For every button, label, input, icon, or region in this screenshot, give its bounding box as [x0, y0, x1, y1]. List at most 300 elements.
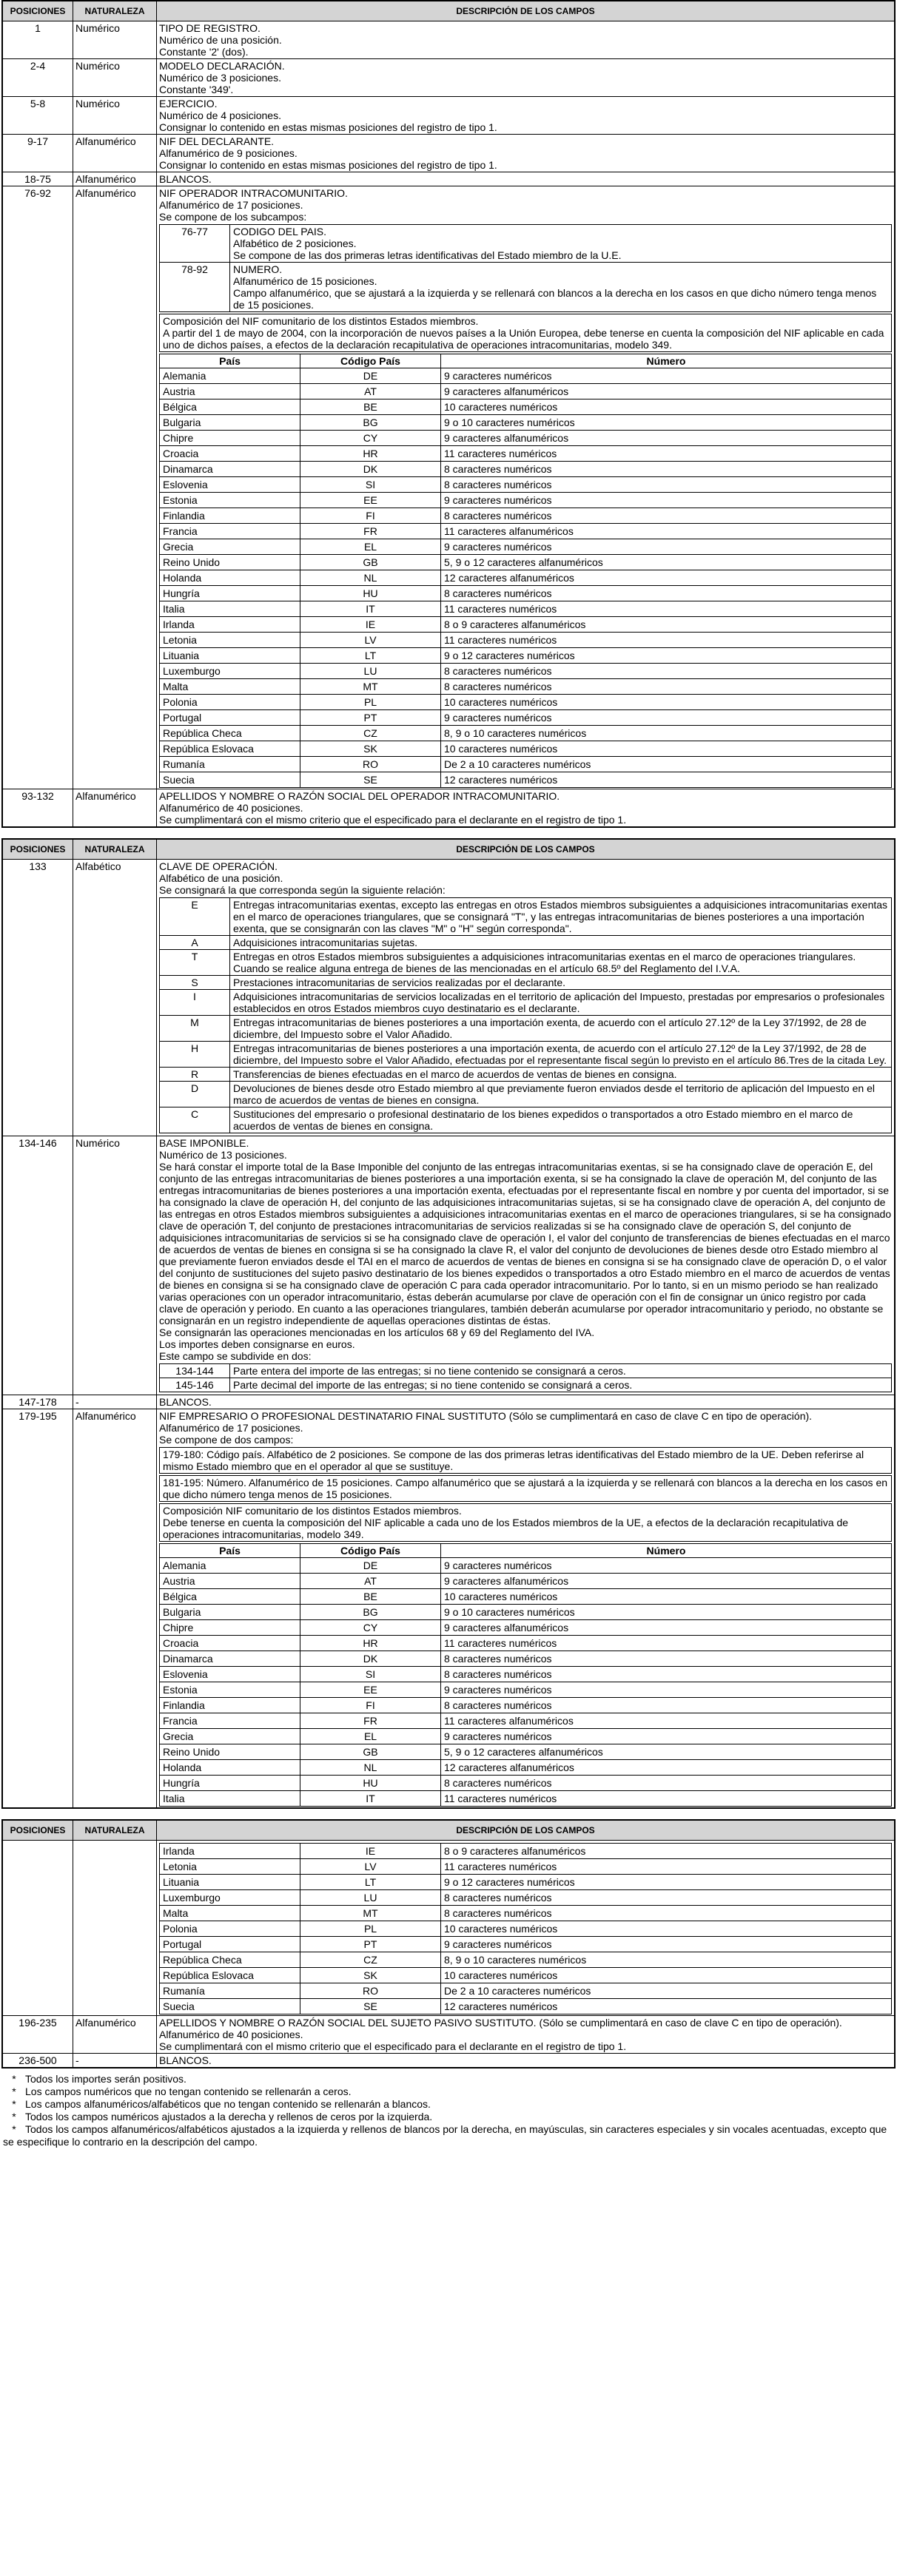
field-type: Numérico [73, 59, 157, 97]
country-name: Eslovenia [160, 1667, 300, 1682]
country-row [160, 1890, 892, 1906]
country-code: LU [300, 664, 441, 679]
country-code: HR [300, 446, 441, 462]
country-row [160, 1906, 892, 1921]
subfield-positions: 145-146 [160, 1378, 230, 1392]
sheet-2 [1, 838, 896, 1809]
country-nif-format: De 2 a 10 caracteres numéricos [441, 757, 892, 772]
country-nif-format: 8 caracteres numéricos [441, 586, 892, 601]
field-description [157, 135, 895, 172]
field-positions: 236-500 [3, 2054, 73, 2068]
country-code: HR [300, 1636, 441, 1651]
field-positions: 5-8 [3, 97, 73, 135]
country-name: Irlanda [160, 1844, 300, 1859]
operation-key-row [160, 1068, 892, 1082]
operation-key-description: Adquisiciones intracomunitarias sujetas. [230, 936, 892, 950]
country-code: DE [300, 368, 441, 384]
country-nif-format: 9 caracteres numéricos [441, 368, 892, 384]
country-row [160, 446, 892, 462]
field-type: Alfanumérico [73, 172, 157, 186]
country-nif-format: 8 caracteres numéricos [441, 664, 892, 679]
field-description [157, 172, 895, 186]
country-code: DK [300, 1651, 441, 1667]
description-line: BLANCOS. [159, 2054, 212, 2066]
country-code: EL [300, 539, 441, 555]
country-code: NL [300, 1760, 441, 1776]
country-row [160, 1589, 892, 1605]
country-row [160, 1682, 892, 1698]
field-row [3, 186, 895, 789]
country-code: DK [300, 462, 441, 477]
country-row [160, 1921, 892, 1937]
country-code: BE [300, 399, 441, 415]
country-nif-format: 11 caracteres numéricos [441, 633, 892, 648]
field-row [3, 860, 895, 1136]
number-box: 181-195: Número. Alfanumérico de 15 posiciones. Campo alfanumérico que se ajustará a la izquierda y se rellenará con blancos a la derecha en los casos en que dicho número tenga menos de 15 posiciones. [159, 1475, 892, 1502]
composition-note [159, 1503, 892, 1542]
country-name: Hungría [160, 586, 300, 601]
header-posiciones: POSICIONES [3, 1821, 73, 1841]
fields-table-2 [2, 839, 895, 1808]
country-name: Rumanía [160, 757, 300, 772]
composition-text: Debe tenerse en cuenta la composición del NIF aplicable a cada uno de los Estados miembros de la UE, a efectos de la declaración recapitulativa de operaciones intracomunitarias, modelo 349. [163, 1517, 849, 1540]
country-name: Malta [160, 679, 300, 695]
country-code: NL [300, 570, 441, 586]
country-row [160, 726, 892, 741]
field-description [157, 1395, 895, 1409]
country-code: FR [300, 1713, 441, 1729]
subfield-description: Parte entera del importe de las entregas; si no tiene contenido se consignará a ceros. [230, 1364, 892, 1378]
country-nif-format: 9 o 12 caracteres numéricos [441, 648, 892, 664]
country-nif-format: 10 caracteres numéricos [441, 1589, 892, 1605]
header-descripcion: DESCRIPCIÓN DE LOS CAMPOS [157, 1821, 895, 1841]
country-name: Suecia [160, 1999, 300, 2014]
description-line: MODELO DECLARACIÓN. [159, 60, 285, 72]
description-line: APELLIDOS Y NOMBRE O RAZÓN SOCIAL DEL SUJETO PASIVO SUSTITUTO. (Sólo se cumplimentará en caso de clave C en tipo de operación). [159, 2017, 842, 2029]
country-row [160, 617, 892, 633]
country-name: Francia [160, 524, 300, 539]
description-line: Constante '2' (dos). [159, 46, 249, 58]
operation-key-code: I [160, 990, 230, 1016]
operation-key-description: Devoluciones de bienes desde otro Estado miembro al que previamente fueron enviados desde el territorio de aplicación del Impuesto en el marco de acuerdos de ventas de bienes en consigna. [230, 1082, 892, 1107]
country-nif-format: 8 caracteres numéricos [441, 477, 892, 493]
country-nif-format: 10 caracteres numéricos [441, 1968, 892, 1983]
country-row [160, 477, 892, 493]
country-code: EE [300, 493, 441, 508]
field-type: Numérico [73, 21, 157, 59]
note-item [3, 2073, 897, 2086]
country-code: IE [300, 617, 441, 633]
country-row [160, 508, 892, 524]
country-name: Estonia [160, 493, 300, 508]
country-nif-table [159, 1843, 892, 2014]
header-descripcion: DESCRIPCIÓN DE LOS CAMPOS [157, 1, 895, 21]
description-line: Se consignará la que corresponda según la siguiente relación: [159, 884, 446, 896]
operation-key-row [160, 1082, 892, 1107]
country-code: HU [300, 586, 441, 601]
country-name: República Checa [160, 1952, 300, 1968]
country-code: PL [300, 695, 441, 710]
country-code: SE [300, 772, 441, 788]
country-nif-format: 8 caracteres numéricos [441, 462, 892, 477]
country-nif-format: 9 caracteres numéricos [441, 493, 892, 508]
operation-key-code: T [160, 950, 230, 976]
country-code: MT [300, 679, 441, 695]
field-type: Alfanumérico [73, 1409, 157, 1808]
country-nif-table [159, 1543, 892, 1807]
country-name: Croacia [160, 446, 300, 462]
operation-key-description: Entregas en otros Estados miembros subsiguientes a adquisiciones intracomunitarias exentas en el marco de operaciones triangulares. Cuando se realice alguna entrega de bienes de las mencionadas en el artículo 68.5º del Reglamento del I.V.A. [230, 950, 892, 976]
subfield-row [160, 1364, 892, 1378]
country-row [160, 462, 892, 477]
country-code: LU [300, 1890, 441, 1906]
column-numero: Número [441, 1544, 892, 1558]
country-nif-format: 11 caracteres numéricos [441, 601, 892, 617]
note-text: Los campos alfanuméricos/alfabéticos que no tengan contenido se rellenarán a blancos. [25, 2098, 431, 2110]
description-line: Se compone de dos campos: [159, 1434, 294, 1446]
field-type: Alfanumérico [73, 186, 157, 789]
operation-key-row [160, 936, 892, 950]
field-positions [3, 1841, 73, 2016]
note-text: Todos los campos numéricos ajustados a la derecha y rellenos de ceros por la izquierda. [25, 2111, 433, 2122]
country-row [160, 431, 892, 446]
column-pais: País [160, 1544, 300, 1558]
country-nif-format: 12 caracteres numéricos [441, 772, 892, 788]
country-name: Lituania [160, 648, 300, 664]
country-row [160, 679, 892, 695]
country-name: Bulgaria [160, 1605, 300, 1620]
country-nif-format: 9 caracteres alfanuméricos [441, 431, 892, 446]
note-bullet: * [12, 2098, 16, 2110]
country-code: AT [300, 384, 441, 399]
field-type: Alfanumérico [73, 2016, 157, 2054]
country-code: SE [300, 1999, 441, 2014]
country-row [160, 1698, 892, 1713]
description-line: CLAVE DE OPERACIÓN. [159, 860, 278, 872]
country-code: EE [300, 1682, 441, 1698]
field-row [3, 1136, 895, 1395]
country-code: SK [300, 741, 441, 757]
description-line: Los importes deben consignarse en euros. [159, 1338, 355, 1350]
country-table-header [160, 354, 892, 368]
sheet-1 [1, 0, 896, 828]
country-name: República Eslovaca [160, 1968, 300, 1983]
country-row [160, 1760, 892, 1776]
country-nif-format: 11 caracteres alfanuméricos [441, 1713, 892, 1729]
country-name: Alemania [160, 368, 300, 384]
field-row [3, 2016, 895, 2054]
field-positions: 18-75 [3, 172, 73, 186]
country-nif-format: 11 caracteres numéricos [441, 1791, 892, 1807]
description-line: BLANCOS. [159, 1396, 212, 1408]
country-nif-format: 9 caracteres numéricos [441, 1558, 892, 1574]
country-name: Austria [160, 1574, 300, 1589]
column-codigo-pais: Código País [300, 354, 441, 368]
country-code: RO [300, 1983, 441, 1999]
country-name: Rumanía [160, 1983, 300, 1999]
subfield-row [160, 225, 892, 263]
country-code: CZ [300, 726, 441, 741]
country-nif-format: 8 caracteres numéricos [441, 1698, 892, 1713]
country-code: SI [300, 477, 441, 493]
country-code: FR [300, 524, 441, 539]
description-line: Se cumplimentará con el mismo criterio que el especificado para el declarante en el registro de tipo 1. [159, 814, 627, 826]
country-name: Estonia [160, 1682, 300, 1698]
field-description [157, 1409, 895, 1808]
field-row [3, 97, 895, 135]
operation-keys-table [159, 897, 892, 1133]
country-code: FI [300, 508, 441, 524]
field-description [157, 789, 895, 827]
note-item [3, 2086, 897, 2098]
field-type [73, 1841, 157, 2016]
composition-title: Composición NIF comunitario de los distintos Estados miembros. [163, 1505, 462, 1517]
country-row [160, 664, 892, 679]
note-bullet: * [12, 2123, 16, 2135]
header-naturaleza: NATURALEZA [73, 840, 157, 860]
subfield-description [230, 263, 892, 312]
country-row [160, 648, 892, 664]
country-code: SI [300, 1667, 441, 1682]
country-nif-format: 8 o 9 caracteres alfanuméricos [441, 1844, 892, 1859]
subfields-table [159, 224, 892, 312]
field-positions: 147-178 [3, 1395, 73, 1409]
field-positions: 9-17 [3, 135, 73, 172]
country-row [160, 1574, 892, 1589]
country-name: Polonia [160, 1921, 300, 1937]
field-row [3, 789, 895, 827]
subfield-description [230, 225, 892, 263]
country-name: Lituania [160, 1875, 300, 1890]
country-row [160, 757, 892, 772]
field-positions: 133 [3, 860, 73, 1136]
field-row [3, 1395, 895, 1409]
country-name: Austria [160, 384, 300, 399]
country-nif-format: 8 caracteres numéricos [441, 1906, 892, 1921]
note-bullet: * [12, 2111, 16, 2122]
country-row [160, 1999, 892, 2014]
operation-key-code: M [160, 1016, 230, 1042]
country-name: Alemania [160, 1558, 300, 1574]
country-nif-format: 10 caracteres numéricos [441, 1921, 892, 1937]
description-line: CODIGO DEL PAIS. [233, 226, 327, 237]
field-positions: 134-146 [3, 1136, 73, 1395]
country-code: BG [300, 415, 441, 431]
country-nif-format: 9 o 10 caracteres numéricos [441, 1605, 892, 1620]
country-nif-format: 9 caracteres numéricos [441, 1682, 892, 1698]
description-line: Numérico de una posición. [159, 34, 282, 46]
country-name: Polonia [160, 695, 300, 710]
field-positions: 76-92 [3, 186, 73, 789]
subfield-positions: 78-92 [160, 263, 230, 312]
country-name: Grecia [160, 539, 300, 555]
country-row [160, 741, 892, 757]
country-row [160, 524, 892, 539]
description-line: Este campo se subdivide en dos: [159, 1350, 312, 1362]
country-code: BG [300, 1605, 441, 1620]
country-name: Bulgaria [160, 415, 300, 431]
subfield-row [160, 263, 892, 312]
description-line: Alfanumérico de 9 posiciones. [159, 147, 298, 159]
sheet-3 [1, 1819, 896, 2068]
country-code: FI [300, 1698, 441, 1713]
country-row [160, 368, 892, 384]
country-nif-format: 8 caracteres numéricos [441, 1651, 892, 1667]
field-description [157, 21, 895, 59]
field-type: Alfanumérico [73, 789, 157, 827]
country-nif-format: 8 caracteres numéricos [441, 1776, 892, 1791]
country-row [160, 1651, 892, 1667]
field-description [157, 860, 895, 1136]
country-name: Letonia [160, 633, 300, 648]
country-name: Luxemburgo [160, 1890, 300, 1906]
country-code: MT [300, 1906, 441, 1921]
country-nif-format: 5, 9 o 12 caracteres alfanuméricos [441, 1744, 892, 1760]
country-nif-format: 12 caracteres alfanuméricos [441, 570, 892, 586]
country-row [160, 1558, 892, 1574]
description-line: TIPO DE REGISTRO. [159, 22, 261, 34]
subfield-positions: 134-144 [160, 1364, 230, 1378]
country-nif-format: 11 caracteres alfanuméricos [441, 524, 892, 539]
country-row [160, 1605, 892, 1620]
country-row [160, 1776, 892, 1791]
country-nif-format: 9 caracteres numéricos [441, 1937, 892, 1952]
country-name: República Eslovaca [160, 741, 300, 757]
country-name: Irlanda [160, 617, 300, 633]
note-bullet: * [12, 2073, 16, 2085]
country-name: Luxemburgo [160, 664, 300, 679]
description-line: Numérico de 13 posiciones. [159, 1149, 287, 1161]
field-description [157, 1841, 895, 2016]
description-line: Alfanumérico de 17 posiciones. [159, 1422, 303, 1434]
column-numero: Número [441, 354, 892, 368]
country-nif-format: 9 caracteres numéricos [441, 710, 892, 726]
country-code: LT [300, 648, 441, 664]
country-nif-format: 8 caracteres numéricos [441, 508, 892, 524]
country-row [160, 539, 892, 555]
operation-key-description: Transferencias de bienes efectuadas en el marco de acuerdos de ventas de bienes en consigna. [230, 1068, 892, 1082]
country-row [160, 1875, 892, 1890]
field-row [3, 172, 895, 186]
country-code-box: 179-180: Código país. Alfabético de 2 posiciones. Se compone de las dos primeras letras identificativas del Estado miembro de la UE. Deben referirse al mismo Estado miembro que en el operador al que se sustituye. [159, 1447, 892, 1474]
field-positions: 93-132 [3, 789, 73, 827]
operation-key-description: Sustituciones del empresario o profesional destinatario de los bienes expedidos o transportados a otro Estado miembro en el marco de acuerdos de ventas de bienes en consigna. [230, 1107, 892, 1133]
country-nif-format: 9 o 12 caracteres numéricos [441, 1875, 892, 1890]
country-name: Holanda [160, 1760, 300, 1776]
country-nif-format: 9 caracteres alfanuméricos [441, 1574, 892, 1589]
country-code: CY [300, 1620, 441, 1636]
country-row [160, 1744, 892, 1760]
description-line: Alfanumérico de 40 posiciones. [159, 802, 303, 814]
country-code: RO [300, 757, 441, 772]
country-nif-format: 12 caracteres alfanuméricos [441, 1760, 892, 1776]
field-positions: 1 [3, 21, 73, 59]
field-positions: 179-195 [3, 1409, 73, 1808]
description-line: Constante '349'. [159, 84, 234, 95]
column-codigo-pais: Código País [300, 1544, 441, 1558]
country-name: Bélgica [160, 1589, 300, 1605]
subfield-positions: 76-77 [160, 225, 230, 263]
field-row [3, 1841, 895, 2016]
column-pais: País [160, 354, 300, 368]
description-line: EJERCICIO. [159, 98, 218, 109]
description-line: Alfanumérico de 17 posiciones. [159, 199, 303, 211]
country-nif-format: 9 o 10 caracteres numéricos [441, 415, 892, 431]
country-row [160, 415, 892, 431]
operation-key-row [160, 976, 892, 990]
country-code: LT [300, 1875, 441, 1890]
description-line: Campo alfanumérico, que se ajustará a la izquierda y se rellenará con blancos a la derecha en los casos en que dicho número tenga menos de 15 posiciones. [233, 287, 877, 311]
description-line: Numérico de 3 posiciones. [159, 72, 281, 84]
description-line: NUMERO. [233, 263, 283, 275]
country-name: Reino Unido [160, 1744, 300, 1760]
country-name: Bélgica [160, 399, 300, 415]
description-line: Se compone de las dos primeras letras identificativas del Estado miembro de la U.E. [233, 249, 622, 261]
country-name: Croacia [160, 1636, 300, 1651]
country-name: Letonia [160, 1859, 300, 1875]
country-code: PL [300, 1921, 441, 1937]
country-nif-format: 10 caracteres numéricos [441, 399, 892, 415]
operation-key-row [160, 950, 892, 976]
country-nif-format: 8 caracteres numéricos [441, 679, 892, 695]
note-item [3, 2111, 897, 2123]
country-nif-format: 10 caracteres numéricos [441, 741, 892, 757]
country-row [160, 1667, 892, 1682]
operation-key-description: Entregas intracomunitarias de bienes posteriores a una importación exenta, de acuerdo con el artículo 27.12º de la Ley 37/1992, de 28 de diciembre, del Impuesto sobre el Valor Añadido. [230, 1016, 892, 1042]
description-line: NIF DEL DECLARANTE. [159, 135, 275, 147]
field-row [3, 135, 895, 172]
country-row [160, 710, 892, 726]
fields-table-3 [2, 1820, 895, 2068]
description-line: Alfabético de 2 posiciones. [233, 237, 357, 249]
country-name: Italia [160, 601, 300, 617]
field-description [157, 2016, 895, 2054]
operation-key-row [160, 1042, 892, 1068]
country-code: BE [300, 1589, 441, 1605]
header-naturaleza: NATURALEZA [73, 1821, 157, 1841]
country-nif-format: 11 caracteres numéricos [441, 446, 892, 462]
country-row [160, 570, 892, 586]
country-row [160, 1937, 892, 1952]
description-line: BASE IMPONIBLE. [159, 1137, 249, 1149]
country-table-header [160, 1544, 892, 1558]
country-nif-format: 10 caracteres numéricos [441, 695, 892, 710]
field-description [157, 1136, 895, 1395]
country-nif-format: 12 caracteres numéricos [441, 1999, 892, 2014]
country-code: PT [300, 1937, 441, 1952]
operation-key-code: A [160, 936, 230, 950]
country-name: Reino Unido [160, 555, 300, 570]
operation-key-row [160, 1016, 892, 1042]
header-descripcion: DESCRIPCIÓN DE LOS CAMPOS [157, 840, 895, 860]
country-nif-format: De 2 a 10 caracteres numéricos [441, 1983, 892, 1999]
country-nif-format: 5, 9 o 12 caracteres alfanuméricos [441, 555, 892, 570]
country-row [160, 695, 892, 710]
description-line: Consignar lo contenido en estas mismas posiciones del registro de tipo 1. [159, 121, 497, 133]
country-name: Dinamarca [160, 462, 300, 477]
country-name: Portugal [160, 710, 300, 726]
country-nif-format: 8, 9 o 10 caracteres numéricos [441, 1952, 892, 1968]
note-item [3, 2123, 897, 2148]
subfields-table [159, 1363, 892, 1392]
country-code: GB [300, 555, 441, 570]
country-code: CZ [300, 1952, 441, 1968]
field-description [157, 97, 895, 135]
country-nif-format: 9 caracteres numéricos [441, 539, 892, 555]
subfield-description: Parte decimal del importe de las entregas; si no tiene contenido se consignará a ceros. [230, 1378, 892, 1392]
country-name: Chipre [160, 1620, 300, 1636]
note-text: Los campos numéricos que no tengan contenido se rellenarán a ceros. [25, 2086, 352, 2097]
